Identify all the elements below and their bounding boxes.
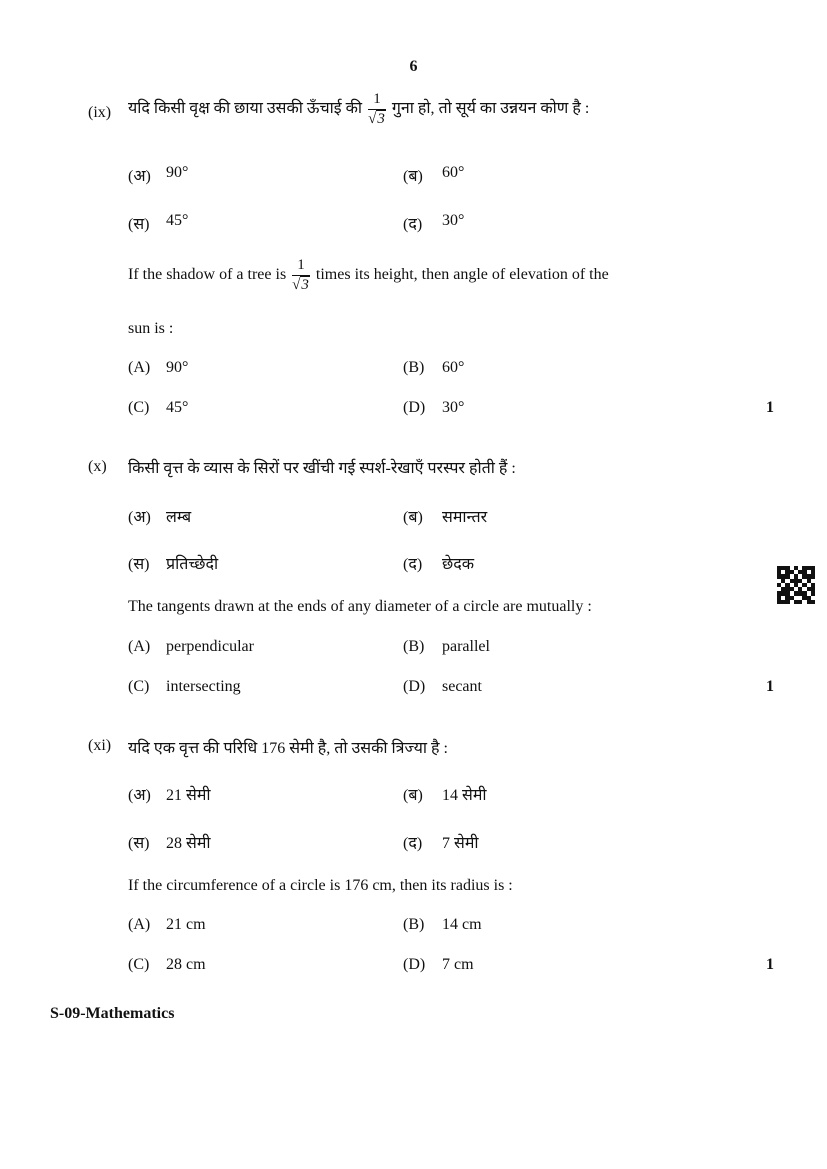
footer-subject-code: S-09-Mathematics <box>50 1005 175 1022</box>
option-label: (अ) <box>128 509 151 526</box>
option-label: (A) <box>128 638 151 655</box>
option-label: (अ) <box>128 787 151 804</box>
option-label: (A) <box>128 916 151 933</box>
option-text: 90° <box>166 164 189 181</box>
option-label: (ब) <box>403 168 423 185</box>
option-text: secant <box>442 678 482 695</box>
option-label: (D) <box>403 399 426 416</box>
option-label: (द) <box>403 835 423 852</box>
fraction-numerator: 1 <box>292 258 310 276</box>
option-label: (C) <box>128 399 150 416</box>
hindi-stem-before: यदि किसी वृक्ष की छाया उसकी ऊँचाई की <box>128 100 363 118</box>
option-label: (ब) <box>403 509 423 526</box>
option-label: (द) <box>403 216 423 233</box>
option-label: (द) <box>403 556 423 573</box>
option-text: समान्तर <box>442 509 488 526</box>
english-stem-after: times its height, then angle of elevation of the <box>315 266 609 284</box>
option-label: (स) <box>128 216 150 233</box>
question-number-ix: (ix) <box>88 104 112 121</box>
option-label: (अ) <box>128 168 151 185</box>
option-label: (D) <box>403 678 426 695</box>
option-text: 14 cm <box>442 916 482 933</box>
fraction-numerator: 1 <box>368 92 386 110</box>
option-text: 21 cm <box>166 916 206 933</box>
option-label: (B) <box>403 638 425 655</box>
question-ix-hindi-stem <box>128 92 589 127</box>
option-text: parallel <box>442 638 490 655</box>
question-number-xi: (xi) <box>88 737 112 754</box>
option-text: 60° <box>442 164 465 181</box>
english-stem-before: If the shadow of a tree is <box>128 266 287 284</box>
option-label: (ब) <box>403 787 423 804</box>
question-ix-english-stem <box>128 258 609 293</box>
option-text: 7 cm <box>442 956 474 973</box>
option-label: (स) <box>128 835 150 852</box>
question-xi-hindi-stem: यदि एक वृत्त की परिधि 176 सेमी है, तो उसकी त्रिज्या है : <box>128 740 448 757</box>
option-text: 30° <box>442 212 465 229</box>
qr-code-icon <box>777 566 815 604</box>
option-label: (D) <box>403 956 426 973</box>
option-text: प्रतिच्छेदी <box>166 556 219 573</box>
option-text: 30° <box>442 399 465 416</box>
option-text: 14 सेमी <box>442 787 487 804</box>
option-text: 21 सेमी <box>166 787 211 804</box>
marks: 1 <box>766 399 774 416</box>
option-label: (C) <box>128 678 150 695</box>
option-text: intersecting <box>166 678 241 695</box>
option-text: 60° <box>442 359 465 376</box>
option-label: (B) <box>403 359 425 376</box>
option-text: छेदक <box>442 556 475 573</box>
option-text: 7 सेमी <box>442 835 479 852</box>
fraction-denominator: √3 <box>368 111 385 127</box>
option-text: 28 सेमी <box>166 835 211 852</box>
option-text: 28 cm <box>166 956 206 973</box>
marks: 1 <box>766 678 774 695</box>
option-label: (स) <box>128 556 150 573</box>
option-text: 45° <box>166 212 189 229</box>
marks: 1 <box>766 956 774 973</box>
fraction-denominator: √3 <box>292 277 309 293</box>
question-x-english-stem: The tangents drawn at the ends of any diameter of a circle are mutually : <box>128 598 592 615</box>
fraction-one-over-root-three <box>368 92 386 127</box>
question-number-x: (x) <box>88 458 107 475</box>
option-text: लम्ब <box>166 509 192 526</box>
option-label: (B) <box>403 916 425 933</box>
radicand: 3 <box>377 111 385 127</box>
option-label: (C) <box>128 956 150 973</box>
page-number: 6 <box>409 58 418 75</box>
option-text: 45° <box>166 399 189 416</box>
question-xi-english-stem: If the circumference of a circle is 176 cm, then its radius is : <box>128 877 513 894</box>
fraction-one-over-root-three <box>292 258 310 293</box>
radicand: 3 <box>301 277 309 293</box>
question-ix-english-stem-line2: sun is : <box>128 320 174 337</box>
option-label: (A) <box>128 359 151 376</box>
option-text: perpendicular <box>166 638 254 655</box>
question-x-hindi-stem: किसी वृत्त के व्यास के सिरों पर खींची गई स्पर्श-रेखाएँ परस्पर होती हैं : <box>128 460 516 477</box>
option-text: 90° <box>166 359 189 376</box>
hindi-stem-after: गुना हो, तो सूर्य का उन्नयन कोण है : <box>391 100 590 118</box>
